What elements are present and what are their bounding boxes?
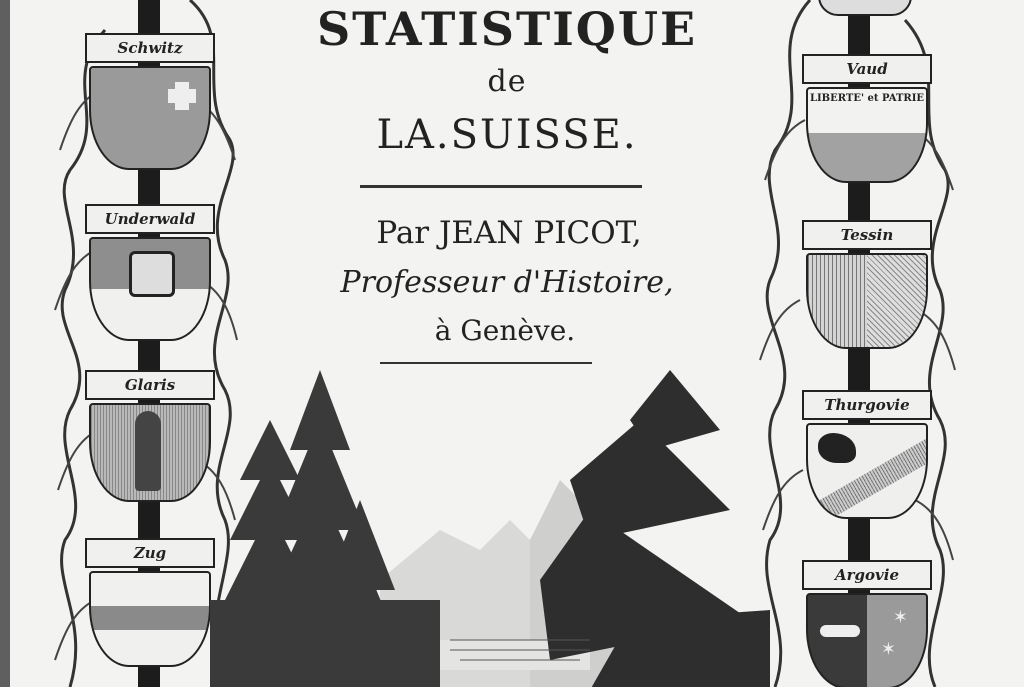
shield-icon <box>806 423 928 519</box>
crest-zug <box>85 538 215 667</box>
scan-edge <box>0 0 10 687</box>
crest-label: Schwitz <box>85 33 215 63</box>
book-title-suisse: LA.SUISSE. <box>376 112 638 158</box>
crest-label: Glaris <box>85 370 215 400</box>
crest-glaris <box>85 370 215 502</box>
shield-icon <box>89 571 211 667</box>
shield-icon <box>89 66 211 170</box>
landscape-engraving <box>210 360 770 687</box>
crest-argovie <box>802 560 932 687</box>
author-name: Par JEAN PICOT, <box>376 215 642 251</box>
crest-tessin <box>802 220 932 349</box>
crest-label: Vaud <box>802 54 932 84</box>
divider-rule-top <box>360 185 642 188</box>
engraved-title-page <box>10 0 1024 687</box>
crest-label: Tessin <box>802 220 932 250</box>
left-crest-column <box>80 0 220 687</box>
shield-icon <box>89 403 211 502</box>
right-crest-column <box>790 0 930 687</box>
book-title-de: de <box>487 64 527 99</box>
shield-icon <box>806 87 928 183</box>
crest-label: Argovie <box>802 560 932 590</box>
shield-icon <box>806 253 928 349</box>
crest-underwald <box>85 204 215 341</box>
crest-label: Underwald <box>85 204 215 234</box>
crest-thurgovie <box>802 390 932 519</box>
shield-icon <box>89 237 211 341</box>
shield-icon: ✶ ✶ <box>806 593 928 687</box>
crest-label: Thurgovie <box>802 390 932 420</box>
crest-schwitz <box>85 33 215 170</box>
book-title: STATISTIQUE <box>316 2 698 56</box>
shield-icon <box>818 0 912 16</box>
author-title: Professeur d'Histoire, <box>340 265 674 300</box>
crest-label: Zug <box>85 538 215 568</box>
crest-vaud <box>802 54 932 183</box>
crest-motto: LIBERTE' et PATRIE <box>809 93 925 104</box>
author-location: à Genève. <box>434 314 576 347</box>
